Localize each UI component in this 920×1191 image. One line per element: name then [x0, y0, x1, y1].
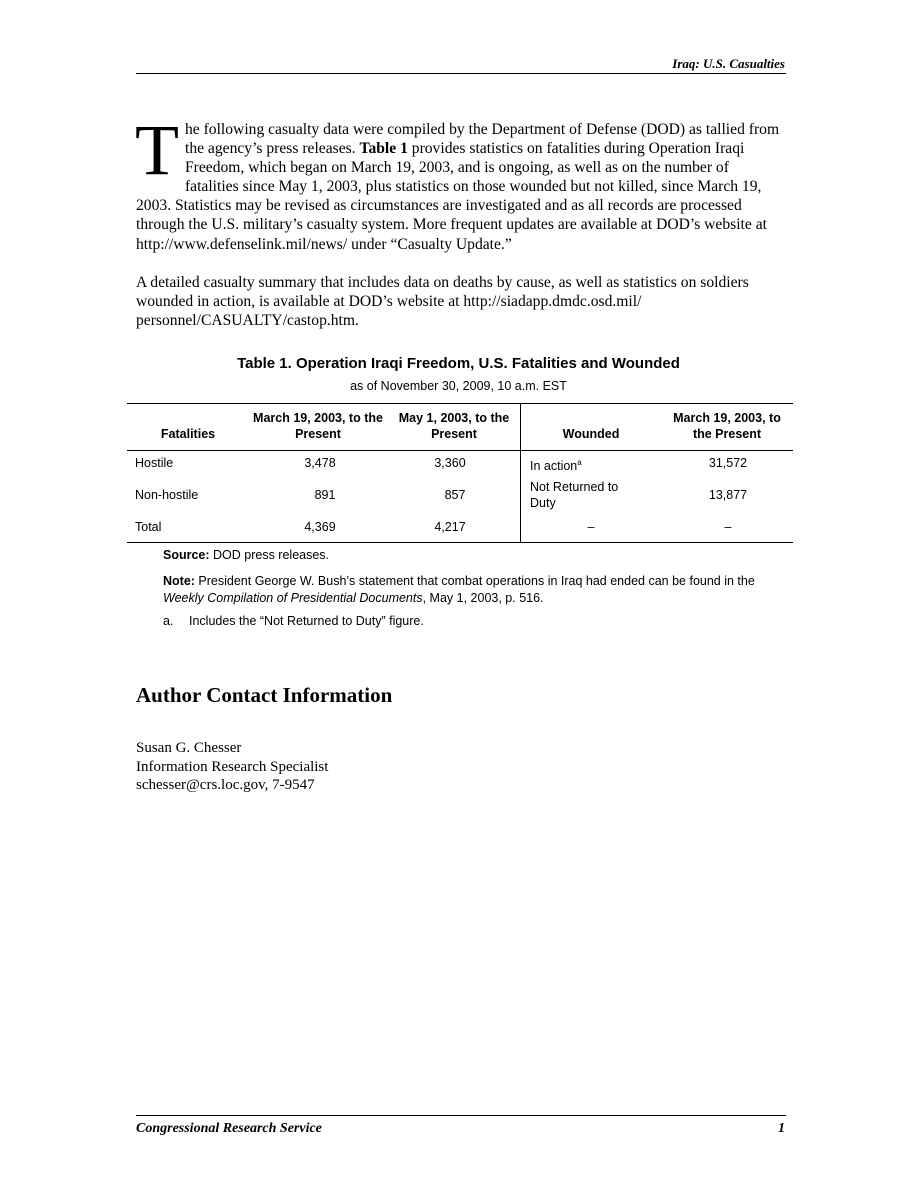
- table-header-rule: [127, 450, 793, 451]
- row-total-may: 4,217: [434, 520, 466, 534]
- drop-cap: T: [135, 110, 179, 190]
- row-not-returned-value: 13,877: [708, 488, 748, 502]
- header-march-2003-fatalities: March 19, 2003, to the Present: [253, 411, 383, 441]
- author-name: Susan G. Chesser: [136, 740, 242, 756]
- page-number: 1: [778, 1121, 785, 1136]
- row-total-wounded-label: –: [587, 520, 595, 534]
- casualty-table: [127, 403, 793, 543]
- row-total-march: 4,369: [304, 520, 336, 534]
- table-note: Note: President George W. Bush’s statement that combat operations in Iraq had ended can be found in the Weekly Compilation of Presidential Documents, May 1, 2003, p. 516.: [163, 574, 755, 605]
- row-hostile-may: 3,360: [434, 456, 466, 470]
- author-email: schesser@crs.loc.gov, 7-9547: [136, 777, 315, 793]
- author-contact-heading: Author Contact Information: [136, 683, 393, 707]
- row-total-wounded-value: –: [724, 520, 732, 534]
- footer-publisher: Congressional Research Service: [136, 1121, 322, 1136]
- row-hostile-march: 3,478: [304, 456, 336, 470]
- table-subtitle: as of November 30, 2009, 10 a.m. EST: [350, 379, 567, 393]
- row-nonhostile-may: 857: [444, 488, 466, 502]
- footnote-a-label: a.: [163, 614, 174, 628]
- header-march-2003-wounded: March 19, 2003, to the Present: [673, 411, 781, 441]
- header-fatalities: Fatalities: [160, 427, 216, 441]
- row-hostile-label: Hostile: [135, 456, 174, 470]
- header-wounded: Wounded: [562, 427, 620, 441]
- footnote-a-marker: a: [577, 458, 582, 467]
- page-footer: [136, 1115, 786, 1146]
- row-not-returned-label: Not Returned to Duty: [530, 480, 619, 510]
- row-in-action-value: 31,572: [708, 456, 748, 470]
- table-source: Source: DOD press releases.: [163, 548, 330, 562]
- footnote-a-text: Includes the “Not Returned to Duty” figure.: [189, 614, 424, 628]
- row-in-action-label: In action$^a$: [530, 458, 582, 474]
- page-header: [136, 54, 786, 74]
- header-may-2003: May 1, 2003, to the Present: [398, 411, 510, 441]
- row-nonhostile-label: Non-hostile: [135, 488, 199, 502]
- author-contact-block: [136, 739, 328, 795]
- running-title: Iraq: U.S. Casualties: [672, 56, 785, 71]
- table-1-reference: Table 1: [359, 140, 408, 158]
- intro-text-2: provides statistics on fatalities during Operation Iraqi Freedom, which began on March 19, 2003, and is ongoing, as well as on the number of fatalities since May 1, 2003, plus statistics on those wounded but not killed, since March 19, 2003. Statistics may be revised as circumstances are investigated and as all records are processed through the U.S. military’s casualty system. More frequent updates are available at DOD’s website at http://www.defenselink.mil/news/ under “Casualty Update.”: [136, 140, 767, 253]
- table-divider-vertical: [520, 404, 521, 542]
- table-title: Table 1. Operation Iraqi Freedom, U.S. Fatalities and Wounded: [237, 355, 680, 372]
- row-nonhostile-march: 891: [314, 488, 336, 502]
- row-total-label: Total: [135, 520, 162, 534]
- casualty-summary-paragraph: A detailed casualty summary that includes data on deaths by cause, as well as statistics on soldiers wounded in action, is available at DOD’s website at http://siadapp.dmdc.osd.mil/ personnel/CASUALTY/castop.htm.: [136, 274, 749, 330]
- intro-paragraph: [135, 110, 781, 254]
- intro-text-1: he following casualty data were compiled by the Department of Defense (DOD) as tallied from the agency’s press releases.: [184, 121, 780, 158]
- author-role: Information Research Specialist: [136, 758, 329, 775]
